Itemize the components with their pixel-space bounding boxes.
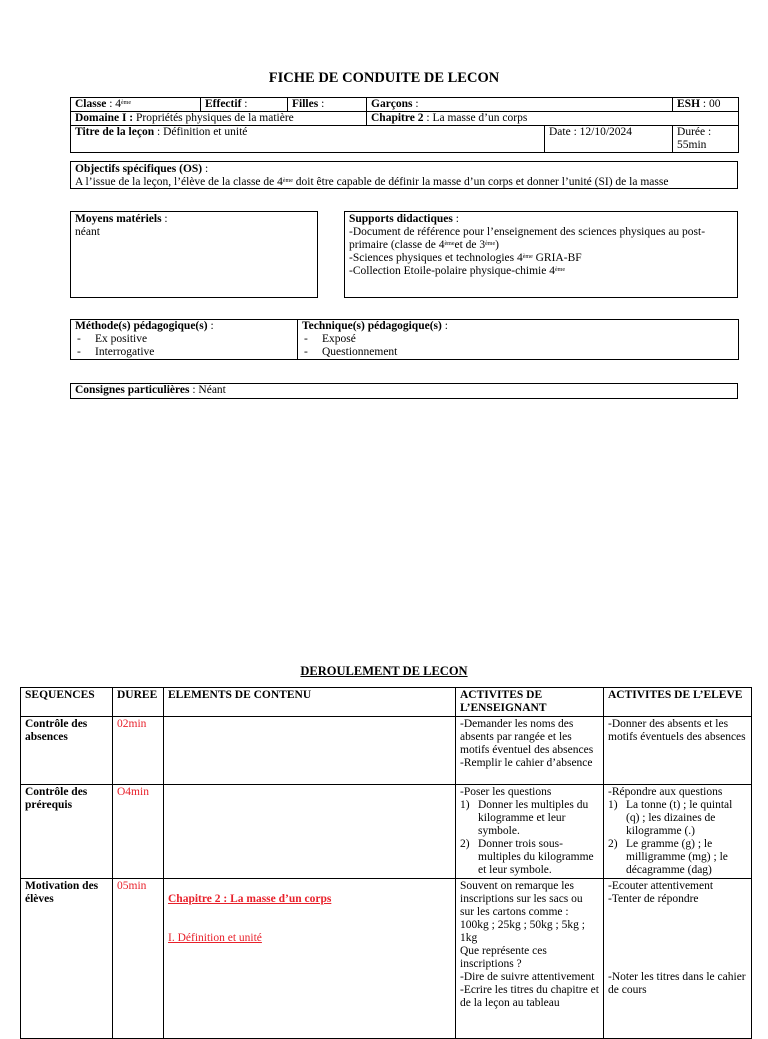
header-enseignant: ACTIVITES DE L’ENSEIGNANT bbox=[456, 688, 604, 717]
duree-cell: 05min bbox=[113, 879, 164, 1039]
header-elements: ELEMENTS DE CONTENU bbox=[164, 688, 456, 717]
chapitre-cell: Chapitre 2 : La masse d’un corps bbox=[367, 112, 739, 126]
deroulement-title: DEROULEMENT DE LECON bbox=[300, 664, 468, 678]
chapitre-heading: Chapitre 2 : La masse d’un corps bbox=[168, 893, 332, 905]
filles-cell: Filles : bbox=[288, 98, 367, 112]
table-row bbox=[21, 785, 752, 879]
moyens-label: Moyens matériels bbox=[75, 213, 162, 225]
methode-item: - Ex positive bbox=[75, 333, 293, 346]
sequence-cell: Motivation des élèves bbox=[21, 879, 113, 1039]
eleve-cell: -Donner des absents et les motifs éventuels des absences bbox=[604, 717, 752, 785]
objectifs-box: Objectifs spécifiques (OS) : A l’issue de la leçon, l’élève de la classe de 4ème doit être capable de définir la masse d’un corps et donner l’unité (SI) de la masse bbox=[70, 161, 738, 189]
page-title: FICHE DE CONDUITE DE LECON bbox=[268, 70, 500, 86]
methode-item: - Interrogative bbox=[75, 346, 293, 359]
esh-cell: ESH : 00 bbox=[673, 98, 739, 112]
table-row bbox=[21, 879, 752, 1039]
info-row-2 bbox=[71, 112, 739, 126]
contenu-cell bbox=[164, 879, 456, 1039]
supports-line-1: -Document de référence pour l’enseignement des sciences physiques au post-primaire (classe de 4èmeet de 3ème) bbox=[349, 226, 706, 251]
table-row bbox=[21, 717, 752, 785]
technique-item: - Questionnement bbox=[302, 346, 734, 359]
eleve-cell: -Ecouter attentivement -Tenter de répondre -Noter les titres dans le cahier de cours bbox=[604, 879, 752, 1039]
enseignant-cell: -Demander les noms des absents par rangée et les motifs éventuel des absences -Remplir le cahier d’absence bbox=[456, 717, 604, 785]
info-table bbox=[70, 97, 739, 153]
methodes-table bbox=[70, 319, 739, 360]
supports-label: Supports didactiques bbox=[349, 213, 453, 225]
supports-line-3: -Collection Etoile-polaire physique-chimie 4ème bbox=[349, 265, 565, 277]
enseignant-cell: Souvent on remarque les inscriptions sur les sacs ou sur les cartons comme : 100kg ; 25kg ; 50kg ; 5kg ; 1kg Que représente ces inscriptions ? -Dire de suivre attentivement -Ecrire les titres du chapitre et de la leçon au tableau bbox=[456, 879, 604, 1039]
contenu-cell bbox=[164, 785, 456, 879]
techniques-cell: Technique(s) pédagogique(s) : - Exposé - Questionnement bbox=[298, 320, 739, 360]
info-row-3 bbox=[71, 126, 739, 153]
header-eleve: ACTIVITES DE L’ELEVE bbox=[604, 688, 752, 717]
classe-cell: Classe : 4ème bbox=[71, 98, 201, 112]
duree-cell: Durée : 55min bbox=[673, 126, 739, 153]
contenu-cell bbox=[164, 717, 456, 785]
duree-cell: 02min bbox=[113, 717, 164, 785]
methodes-label: Méthode(s) pédagogique(s) bbox=[75, 320, 208, 332]
titre-cell: Titre de la leçon : Définition et unité bbox=[71, 126, 545, 153]
enseignant-cell: -Poser les questions 1) Donner les multiples du kilogramme et leur symbole. 2) Donner trois sous-multiples du kilogramme et leur symbole. bbox=[456, 785, 604, 879]
techniques-label: Technique(s) pédagogique(s) bbox=[302, 320, 442, 332]
effectif-cell: Effectif : bbox=[201, 98, 288, 112]
consignes-value: Néant bbox=[198, 384, 226, 396]
duree-cell: O4min bbox=[113, 785, 164, 879]
deroulement-table bbox=[20, 687, 752, 1039]
eleve-cell: -Répondre aux questions 1) La tonne (t) ; le quintal (q) ; les dizaines de kilogramme (.) 2) Le gramme (g) ; le milligramme (mg) ; le décagramme (dag) bbox=[604, 785, 752, 879]
sequence-cell: Contrôle des absences bbox=[21, 717, 113, 785]
date-cell: Date : 12/10/2024 bbox=[545, 126, 673, 153]
objectifs-label: Objectifs spécifiques (OS) bbox=[75, 163, 203, 175]
garcons-cell: Garçons : bbox=[367, 98, 673, 112]
supports-line-2: -Sciences physiques et technologies 4ème GRIA-BF bbox=[349, 252, 582, 264]
technique-item: - Exposé bbox=[302, 333, 734, 346]
objectifs-text: A l’issue de la leçon, l’élève de la classe de 4ème doit être capable de définir la masse d’un corps et donner l’unité (SI) de la masse bbox=[75, 176, 669, 188]
consignes-label: Consignes particulières bbox=[75, 384, 190, 396]
domaine-cell: Domaine I : Propriétés physiques de la matière bbox=[71, 112, 367, 126]
deroulement-header-row bbox=[21, 688, 752, 717]
methodes-cell: Méthode(s) pédagogique(s) : - Ex positive - Interrogative bbox=[71, 320, 298, 360]
moyens-box: Moyens matériels : néant bbox=[70, 211, 318, 298]
sequence-cell: Contrôle des prérequis bbox=[21, 785, 113, 879]
info-row-1 bbox=[71, 98, 739, 112]
header-duree: DUREE bbox=[113, 688, 164, 717]
consignes-box: Consignes particulières : Néant bbox=[70, 383, 738, 399]
section-heading: I. Définition et unité bbox=[168, 932, 262, 944]
header-sequences: SEQUENCES bbox=[21, 688, 113, 717]
supports-box: Supports didactiques : -Document de référence pour l’enseignement des sciences physiques au post-primaire (classe de 4èmeet de 3ème) -Sciences physiques et technologies 4ème GRIA-BF -Collection Etoile-polaire physique-chimie 4ème bbox=[344, 211, 738, 298]
moyens-value: néant bbox=[75, 226, 100, 238]
